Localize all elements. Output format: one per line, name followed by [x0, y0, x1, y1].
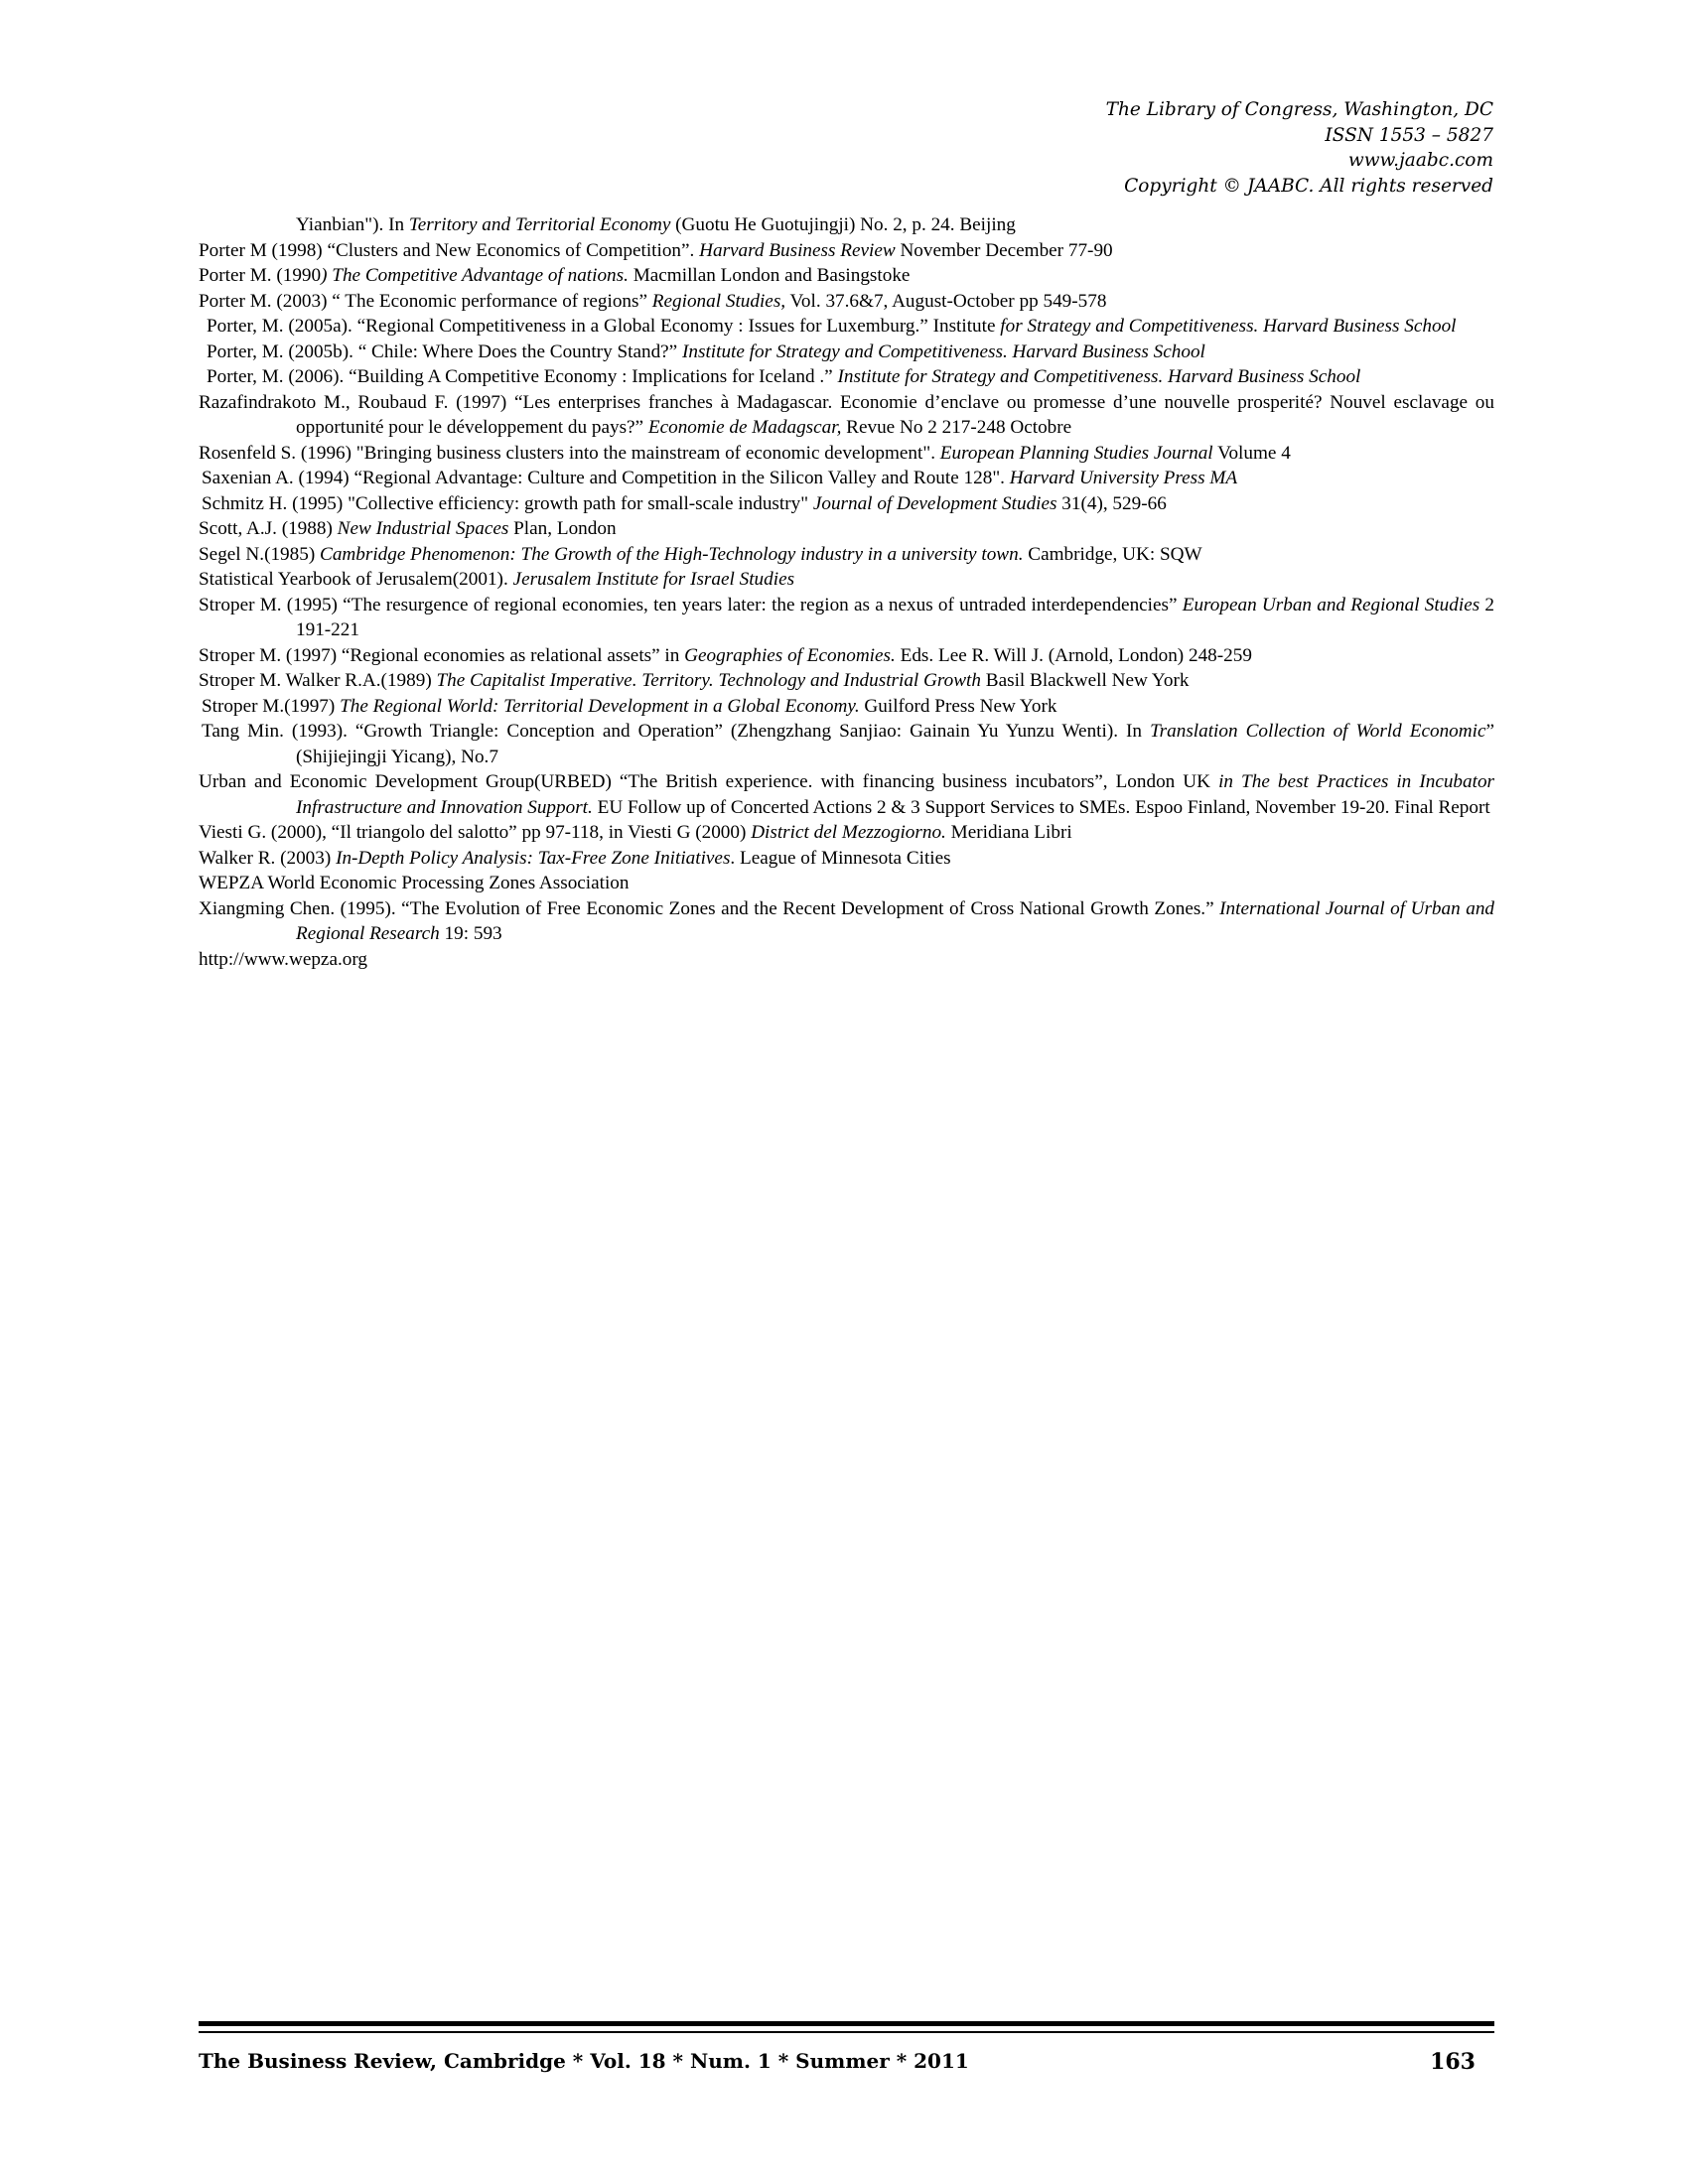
ref-text: Revue No 2 217-248 Octobre: [841, 417, 1072, 438]
ref-title: District del Mezzogiorno.: [751, 822, 946, 843]
header-library: The Library of Congress, Washington, DC: [1105, 99, 1493, 120]
ref-title: European Planning Studies Journal: [939, 442, 1213, 464]
ref-text: Rosenfeld S. (1996) "Bringing business clusters into the mainstream of economic development".: [199, 442, 940, 464]
ref-title: in The best Practices in Incubator Infrastructure and Innovation Support.: [296, 771, 1495, 818]
ref-text: Statistical Yearbook of Jerusalem(2001).: [199, 569, 513, 590]
ref-title: European Urban and Regional Studies: [1182, 594, 1480, 615]
ref-text: (Guotu He Guotujingji) No. 2, p. 24. Beijing: [670, 214, 1016, 235]
ref-title: Cambridge Phenomenon: The Growth of the High-Technology industry in a university town.: [320, 543, 1024, 565]
ref-text: Porter M. (2003) “ The Economic performance of regions”: [199, 290, 652, 312]
reference-entry: [199, 567, 1494, 593]
ref-text: Basil Blackwell New York: [980, 670, 1190, 691]
header-issn: ISSN 1553 – 5827: [1325, 124, 1493, 146]
ref-title: Journal of Development Studies: [812, 492, 1057, 514]
reference-entry: [199, 289, 1494, 315]
ref-text: Tang Min. (1993). “Growth Triangle: Conception and Operation” (Zhengzhang Sanjiao: Gainain Yu Yunzu Wenti). In: [202, 721, 1151, 742]
ref-text: Cambridge, UK: SQW: [1023, 543, 1202, 565]
reference-entry: [207, 314, 1494, 340]
reference-entry: [199, 238, 1494, 264]
ref-text: Xiangming Chen. (1995). “The Evolution of Free Economic Zones and the Recent Development of Cross National Growth Zones.”: [199, 897, 1220, 919]
reference-entry: [199, 441, 1494, 467]
ref-title: The Regional World: Territorial Development in a Global Economy.: [340, 695, 860, 717]
ref-text: Yianbian"). In: [296, 214, 409, 235]
reference-entry: [199, 390, 1494, 441]
reference-entry: [199, 896, 1494, 947]
reference-entry: [199, 846, 1494, 872]
reference-entry: [199, 871, 1494, 896]
reference-entry: [199, 593, 1494, 643]
reference-entry: [202, 719, 1494, 769]
ref-title: International Journal of Urban and Regional Research: [296, 897, 1495, 944]
reference-entry: [199, 643, 1494, 669]
reference-entry: [199, 820, 1494, 846]
ref-text: November December 77-90: [895, 239, 1113, 261]
ref-text: 31(4), 529-66: [1056, 492, 1167, 514]
page-number: 163: [1430, 2049, 1476, 2075]
reference-entry: [207, 364, 1494, 390]
ref-text: Porter M (1998) “Clusters and New Economics of Competition”.: [199, 239, 700, 261]
reference-entry: [199, 516, 1494, 542]
ref-text: Vol. 37.6&7, August-October pp 549-578: [785, 290, 1107, 312]
ref-text: Plan, London: [508, 518, 617, 539]
ref-text: Porter, M. (2006). “Building A Competitive Economy : Implications for Iceland .”: [207, 366, 838, 387]
ref-text: ” (Shijiejingji Yicang), No.7: [296, 721, 1495, 767]
ref-title: Translation Collection of World Economic: [1150, 721, 1486, 742]
footer-rule-thick: [199, 2021, 1494, 2026]
ref-title: Harvard University Press MA: [1009, 468, 1238, 488]
ref-title: for Strategy and Competitiveness. Harvard Business School: [1000, 316, 1457, 337]
reference-entry: [207, 340, 1494, 365]
ref-title: The Capitalist Imperative. Territory. Technology and Industrial Growth: [436, 670, 981, 691]
ref-title: Jerusalem Institute for Israel Studies: [512, 569, 795, 590]
ref-title: Geographies of Economies.: [684, 644, 896, 666]
reference-entry: [202, 491, 1494, 517]
ref-text: Volume 4: [1212, 442, 1291, 464]
footer-journal-citation: The Business Review, Cambridge * Vol. 18 * Num. 1 * Summer * 2011: [199, 2049, 969, 2073]
reference-list: [199, 212, 1494, 972]
ref-text: Stroper M. Walker R.A.(1989): [199, 670, 437, 691]
ref-text: WEPZA World Economic Processing Zones Association: [199, 873, 630, 893]
ref-text: Macmillan London and Basingstoke: [628, 265, 911, 286]
ref-text: Viesti G. (2000), “Il triangolo del salotto” pp 97-118, in Viesti G (2000): [199, 822, 752, 843]
ref-title: Harvard Business Review: [699, 239, 896, 261]
ref-title: ) The Competitive Advantage of nations.: [321, 265, 629, 286]
reference-entry: [202, 466, 1494, 491]
ref-title: Regional Studies,: [651, 290, 786, 312]
ref-title: Institute for Strategy and Competitiveness. Harvard Business School: [837, 366, 1361, 387]
footer-rule-thin: [199, 2031, 1494, 2033]
ref-text: Walker R. (2003): [199, 847, 337, 869]
ref-title: In-Depth Policy Analysis: Tax-Free Zone Initiatives: [336, 847, 731, 869]
ref-text: Stroper M.(1997): [202, 695, 341, 717]
ref-text: Porter, M. (2005b). “ Chile: Where Does the Country Stand?”: [207, 341, 682, 362]
ref-text: Guilford Press New York: [859, 695, 1057, 717]
ref-text: Segel N.(1985): [199, 543, 321, 565]
ref-text: Razafindrakoto M., Roubaud F. (1997) “Les enterprises franches à Madagascar. Economie d’enclave ou promesse d’une nouvelle prosperité? Nouvel esclavage ou opportunité pour le développement du pays?”: [199, 391, 1494, 438]
reference-entry: [199, 263, 1494, 289]
ref-text: Eds. Lee R. Will J. (Arnold, London) 248-259: [895, 644, 1252, 666]
ref-title: New Industrial Spaces: [337, 518, 509, 539]
ref-text: Scott, A.J. (1988): [199, 518, 338, 539]
ref-text: Stroper M. (1995) “The resurgence of regional economies, ten years later: the region as a nexus of untraded interdependencies”: [199, 594, 1183, 615]
ref-text: Schmitz H. (1995) "Collective efficiency: growth path for small-scale industry": [202, 492, 813, 514]
header-website: www.jaabc.com: [1347, 150, 1493, 171]
ref-text: 2 191-221: [296, 594, 1495, 640]
ref-text: Stroper M. (1997) “Regional economies as relational assets” in: [199, 644, 685, 666]
reference-entry: [202, 694, 1494, 720]
ref-title: Institute for Strategy and Competitiveness. Harvard Business School: [682, 341, 1205, 362]
ref-text: Meridiana Libri: [945, 822, 1072, 843]
running-header: [1106, 97, 1493, 199]
ref-text: Saxenian A. (1994) “Regional Advantage: Culture and Competition in the Silicon Valley and Route 128".: [202, 468, 1010, 488]
reference-entry: [199, 212, 1494, 238]
ref-url-text[interactable]: http://www.wepza.org: [199, 948, 367, 970]
header-copyright: Copyright © JAABC. All rights reserved: [1124, 175, 1493, 197]
ref-text: . League of Minnesota Cities: [730, 847, 951, 869]
reference-entry: [199, 769, 1494, 820]
ref-text: 19: 593: [439, 923, 502, 944]
ref-text: Porter, M. (2005a). “Regional Competitiveness in a Global Economy : Issues for Luxemburg.” Institute: [207, 316, 1001, 337]
reference-entry: [199, 542, 1494, 568]
reference-entry: [199, 668, 1494, 694]
ref-title: Territory and Territorial Economy: [408, 214, 671, 235]
ref-text: EU Follow up of Concerted Actions 2 & 3 Support Services to SMEs. Espoo Finland, November 19-20. Final Report: [592, 796, 1490, 818]
reference-url[interactable]: [199, 947, 1494, 973]
ref-title: Economie de Madagscar,: [647, 417, 842, 438]
ref-text: Porter M. (1990: [199, 265, 322, 286]
ref-text: Urban and Economic Development Group(URBED) “The British experience. with financing business incubators”, London UK: [199, 771, 1219, 792]
